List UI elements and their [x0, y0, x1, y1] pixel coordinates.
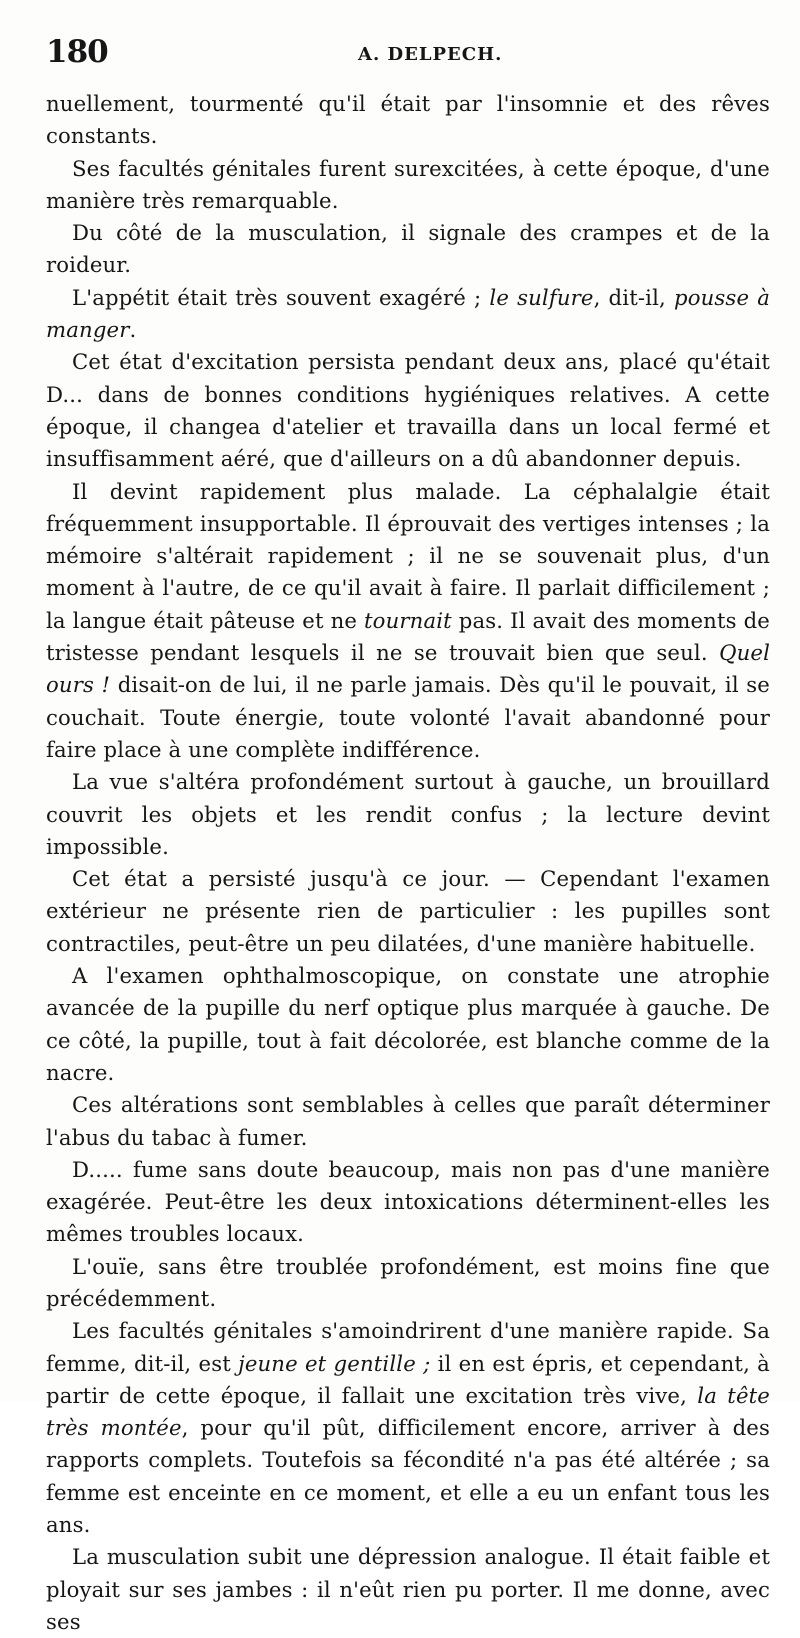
text-run: Cet état d'excitation persista pendant deux ans, placé qu'était D... dans de bonnes conditions hygiéniques relatives. A cette époque, il changea d'atelier et travailla dans un local fermé et insuffisamment aéré, que d'ailleurs on a dû abandonner depuis.	[46, 349, 770, 472]
paragraph	[46, 1089, 770, 1154]
text-run: pas. Il avait des moments de tristesse pendant lesquels il ne se trouvait bien que seul.	[46, 607, 770, 666]
text-run: Ces altérations sont semblables à celles que paraît déterminer l'abus du tabac à fumer.	[46, 1092, 770, 1150]
running-head: A. DELPECH.	[358, 44, 503, 65]
text-run: Du côté de la musculation, il signale des crampes et de la roideur.	[46, 220, 770, 278]
text-run: .	[129, 317, 137, 343]
paragraph	[46, 766, 770, 863]
paragraph	[46, 1251, 770, 1316]
text-run: La musculation subit une dépression analogue. Il était faible et ployait sur ses jambes : il n'eût rien pu porter. Il me donne, avec ses	[46, 1544, 770, 1634]
text-run: , dit-il,	[593, 284, 674, 310]
paragraph	[46, 346, 770, 475]
text-run: il en est épris, et cependant, à partir de cette époque, il fallait une excitation très vive,	[46, 1350, 770, 1408]
text-run: Cet état a persisté jusqu'à ce jour. — Cependant l'examen extérieur ne présente rien de particulier : les pupilles sont contractiles, peut-être un peu dilatées, d'une manière habituelle.	[46, 866, 770, 956]
text-run: Les facultés génitales s'amoindrirent d'une manière rapide. Sa femme, dit-il, est	[46, 1318, 770, 1376]
body-text	[46, 88, 770, 1638]
text-run: D..... fume sans doute beaucoup, mais non pas d'une manière exagérée. Peut-être les deux intoxications déterminent-elles les mêmes troubles locaux.	[46, 1156, 770, 1247]
italic-text: la tête très montée	[46, 1382, 770, 1441]
text-run: nuellement, tourmenté qu'il était par l'insomnie et des rêves constants.	[46, 91, 770, 149]
text-run: La vue s'altéra profondément surtout à gauche, un brouillard couvrit les objets et les rendit confus ; la lecture devint impossible.	[46, 769, 770, 859]
italic-text: le sulfure	[489, 284, 594, 310]
paragraph	[46, 1154, 770, 1251]
text-run: A l'examen ophthalmoscopique, on constate une atrophie avancée de la pupille du nerf optique plus marquée à gauche. De ce côté, la pupille, tout à fait décolorée, est blanche comme de la nacre.	[46, 963, 770, 1085]
text-run: L'ouïe, sans être troublée profondément, est moins fine que précédemment.	[46, 1253, 770, 1311]
page-number: 180	[46, 34, 108, 70]
paragraph	[46, 476, 770, 767]
paragraph	[46, 1541, 770, 1638]
paragraph	[46, 863, 770, 960]
text-run: Il devint rapidement plus malade. La céphalalgie était fréquemment insupportable. Il éprouvait des vertiges intenses ; la mémoire s'altérait rapidement ; il ne se souvenait plus, d'un moment à l'autre, de ce qu'il avait à faire. Il parlait difficilement ; la langue était pâteuse et ne	[46, 478, 770, 633]
paragraph-continued	[46, 88, 770, 153]
text-run: L'appétit était très souvent exagéré ;	[72, 284, 490, 310]
text-run: , pour qu'il pût, difficilement encore, arriver à des rapports complets. Toutefois sa fécondité n'a pas été altérée ; sa femme est enceinte en ce moment, et elle a eu un enfant tous les ans.	[46, 1415, 770, 1538]
text-run: disait-on de lui, il ne parle jamais. Dès qu'il le pouvait, il se couchait. Toute énergie, toute volonté l'avait abandonné pour faire place à une complète indifférence.	[46, 672, 770, 762]
paragraph	[46, 1315, 770, 1541]
italic-text: pousse à manger	[46, 284, 770, 343]
italic-text: jeune et gentille ;	[238, 1350, 431, 1376]
italic-text: Quel ours !	[46, 640, 770, 698]
paragraph	[46, 153, 770, 218]
text-run: Ses facultés génitales furent surexcitées, à cette époque, d'une manière très remarquable.	[46, 155, 770, 213]
page-header	[46, 34, 770, 88]
paragraph	[46, 282, 770, 347]
italic-text: tournait	[364, 607, 452, 633]
paragraph	[46, 217, 770, 282]
paragraph	[46, 960, 770, 1089]
